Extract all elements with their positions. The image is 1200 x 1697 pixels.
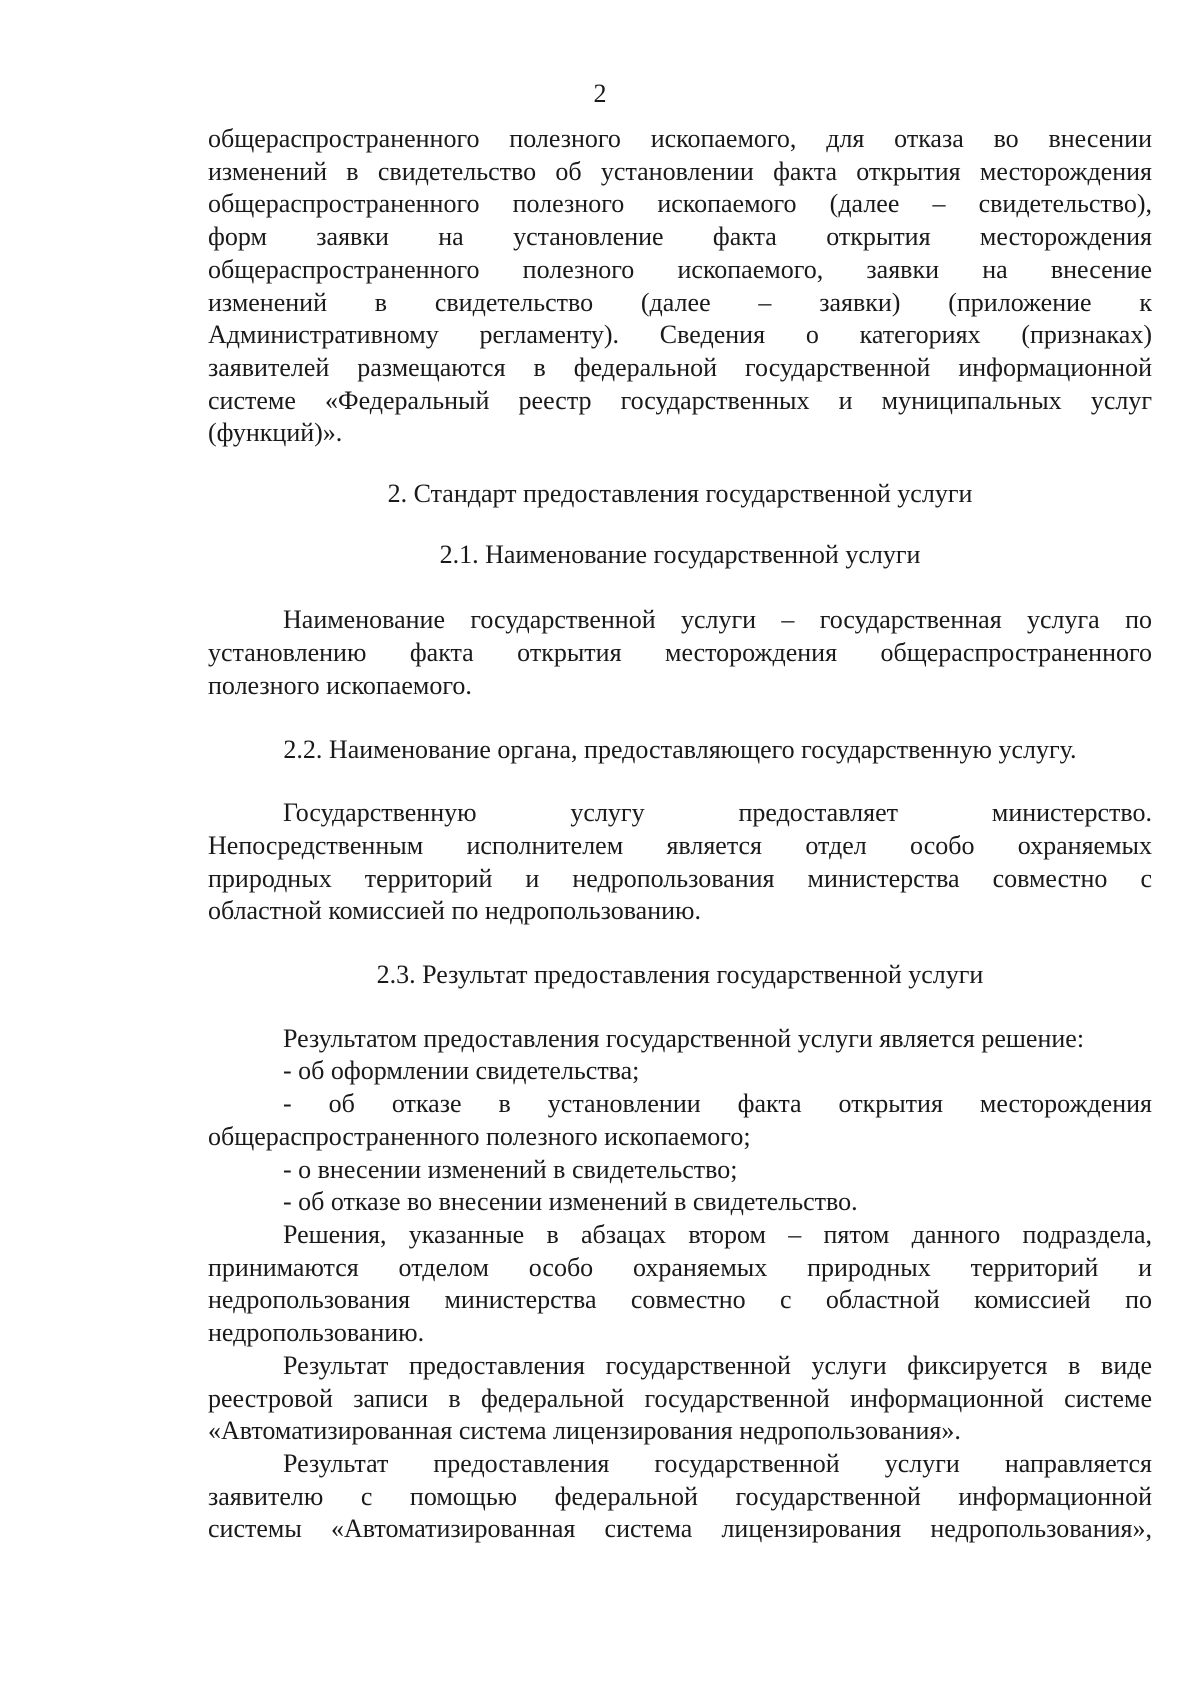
section-heading-2-2: 2.2. Наименование органа, предоставляющего государственную услугу. <box>283 734 1077 764</box>
text-line: (функций)». <box>208 418 343 448</box>
text-line: Результат предоставления государственной услуги фиксируется в виде <box>283 1350 1152 1380</box>
text-line: Государственную услугу предоставляет министерство. <box>283 798 1152 828</box>
text-line: общераспространенного полезного ископаемого, заявки на внесение <box>208 254 1152 284</box>
text-line: принимаются отделом особо охраняемых природных территорий и <box>208 1252 1152 1282</box>
text-line: недропользования министерства совместно с областной комиссией по <box>208 1285 1152 1315</box>
text-line: установлению факта открытия месторождения общераспространенного <box>208 638 1152 668</box>
text-line: системе «Федеральный реестр государственных и муниципальных услуг <box>208 385 1152 415</box>
text-line: форм заявки на установление факта открытия месторождения <box>208 222 1152 252</box>
section-heading-2-3: 2.3. Результат предоставления государственной услуги <box>376 960 984 990</box>
text-line: Административному регламенту). Сведения о категориях (признаках) <box>208 320 1152 350</box>
text-line: недропользованию. <box>208 1318 425 1348</box>
list-item: - об отказе во внесении изменений в свидетельство. <box>283 1187 858 1217</box>
text-line: изменений в свидетельство (далее – заявки) (приложение к <box>208 287 1152 317</box>
text-line: Решения, указанные в абзацах втором – пятом данного подраздела, <box>283 1219 1152 1249</box>
section-heading-2: 2. Стандарт предоставления государственной услуги <box>387 479 973 509</box>
list-item: - об отказе в установлении факта открытия месторождения <box>283 1089 1152 1119</box>
text-line: полезного ископаемого. <box>208 670 472 700</box>
text-line: Наименование государственной услуги – государственная услуга по <box>283 605 1152 635</box>
text-line: Результатом предоставления государственной услуги является решение: <box>283 1023 1085 1053</box>
text-line: общераспространенного полезного ископаемого (далее – свидетельство), <box>208 189 1152 219</box>
text-line: заявителей размещаются в федеральной государственной информационной <box>208 352 1152 382</box>
section-heading-2-1: 2.1. Наименование государственной услуги <box>439 539 921 569</box>
text-line: изменений в свидетельство об установлении факта открытия месторождения <box>208 156 1152 186</box>
text-line: Непосредственным исполнителем является отдел особо охраняемых <box>208 830 1152 860</box>
list-item: - об оформлении свидетельства; <box>283 1056 640 1086</box>
text-line: заявителю с помощью федеральной государственной информационной <box>208 1481 1152 1511</box>
document-body <box>208 123 1152 1546</box>
text-line: природных территорий и недропользования министерства совместно с <box>208 863 1152 893</box>
paragraph-result <box>208 1023 1152 1546</box>
text-line: общераспространенного полезного ископаемого; <box>208 1121 751 1151</box>
paragraph-service-name <box>208 604 1152 702</box>
paragraph-scope-continuation <box>208 123 1152 450</box>
text-line: областной комиссией по недропользованию. <box>208 896 701 926</box>
list-item: - о внесении изменений в свидетельство; <box>283 1154 738 1184</box>
text-line: Результат предоставления государственной услуги направляется <box>283 1448 1152 1478</box>
text-line: «Автоматизированная система лицензирования недропользования». <box>208 1416 961 1446</box>
text-line: общераспространенного полезного ископаемого, для отказа во внесении <box>208 124 1152 153</box>
text-line: системы «Автоматизированная система лицензирования недропользования», <box>208 1514 1152 1544</box>
page-number: 2 <box>593 79 607 108</box>
paragraph-authority <box>208 797 1152 928</box>
text-line: реестровой записи в федеральной государственной информационной системе <box>208 1383 1152 1413</box>
